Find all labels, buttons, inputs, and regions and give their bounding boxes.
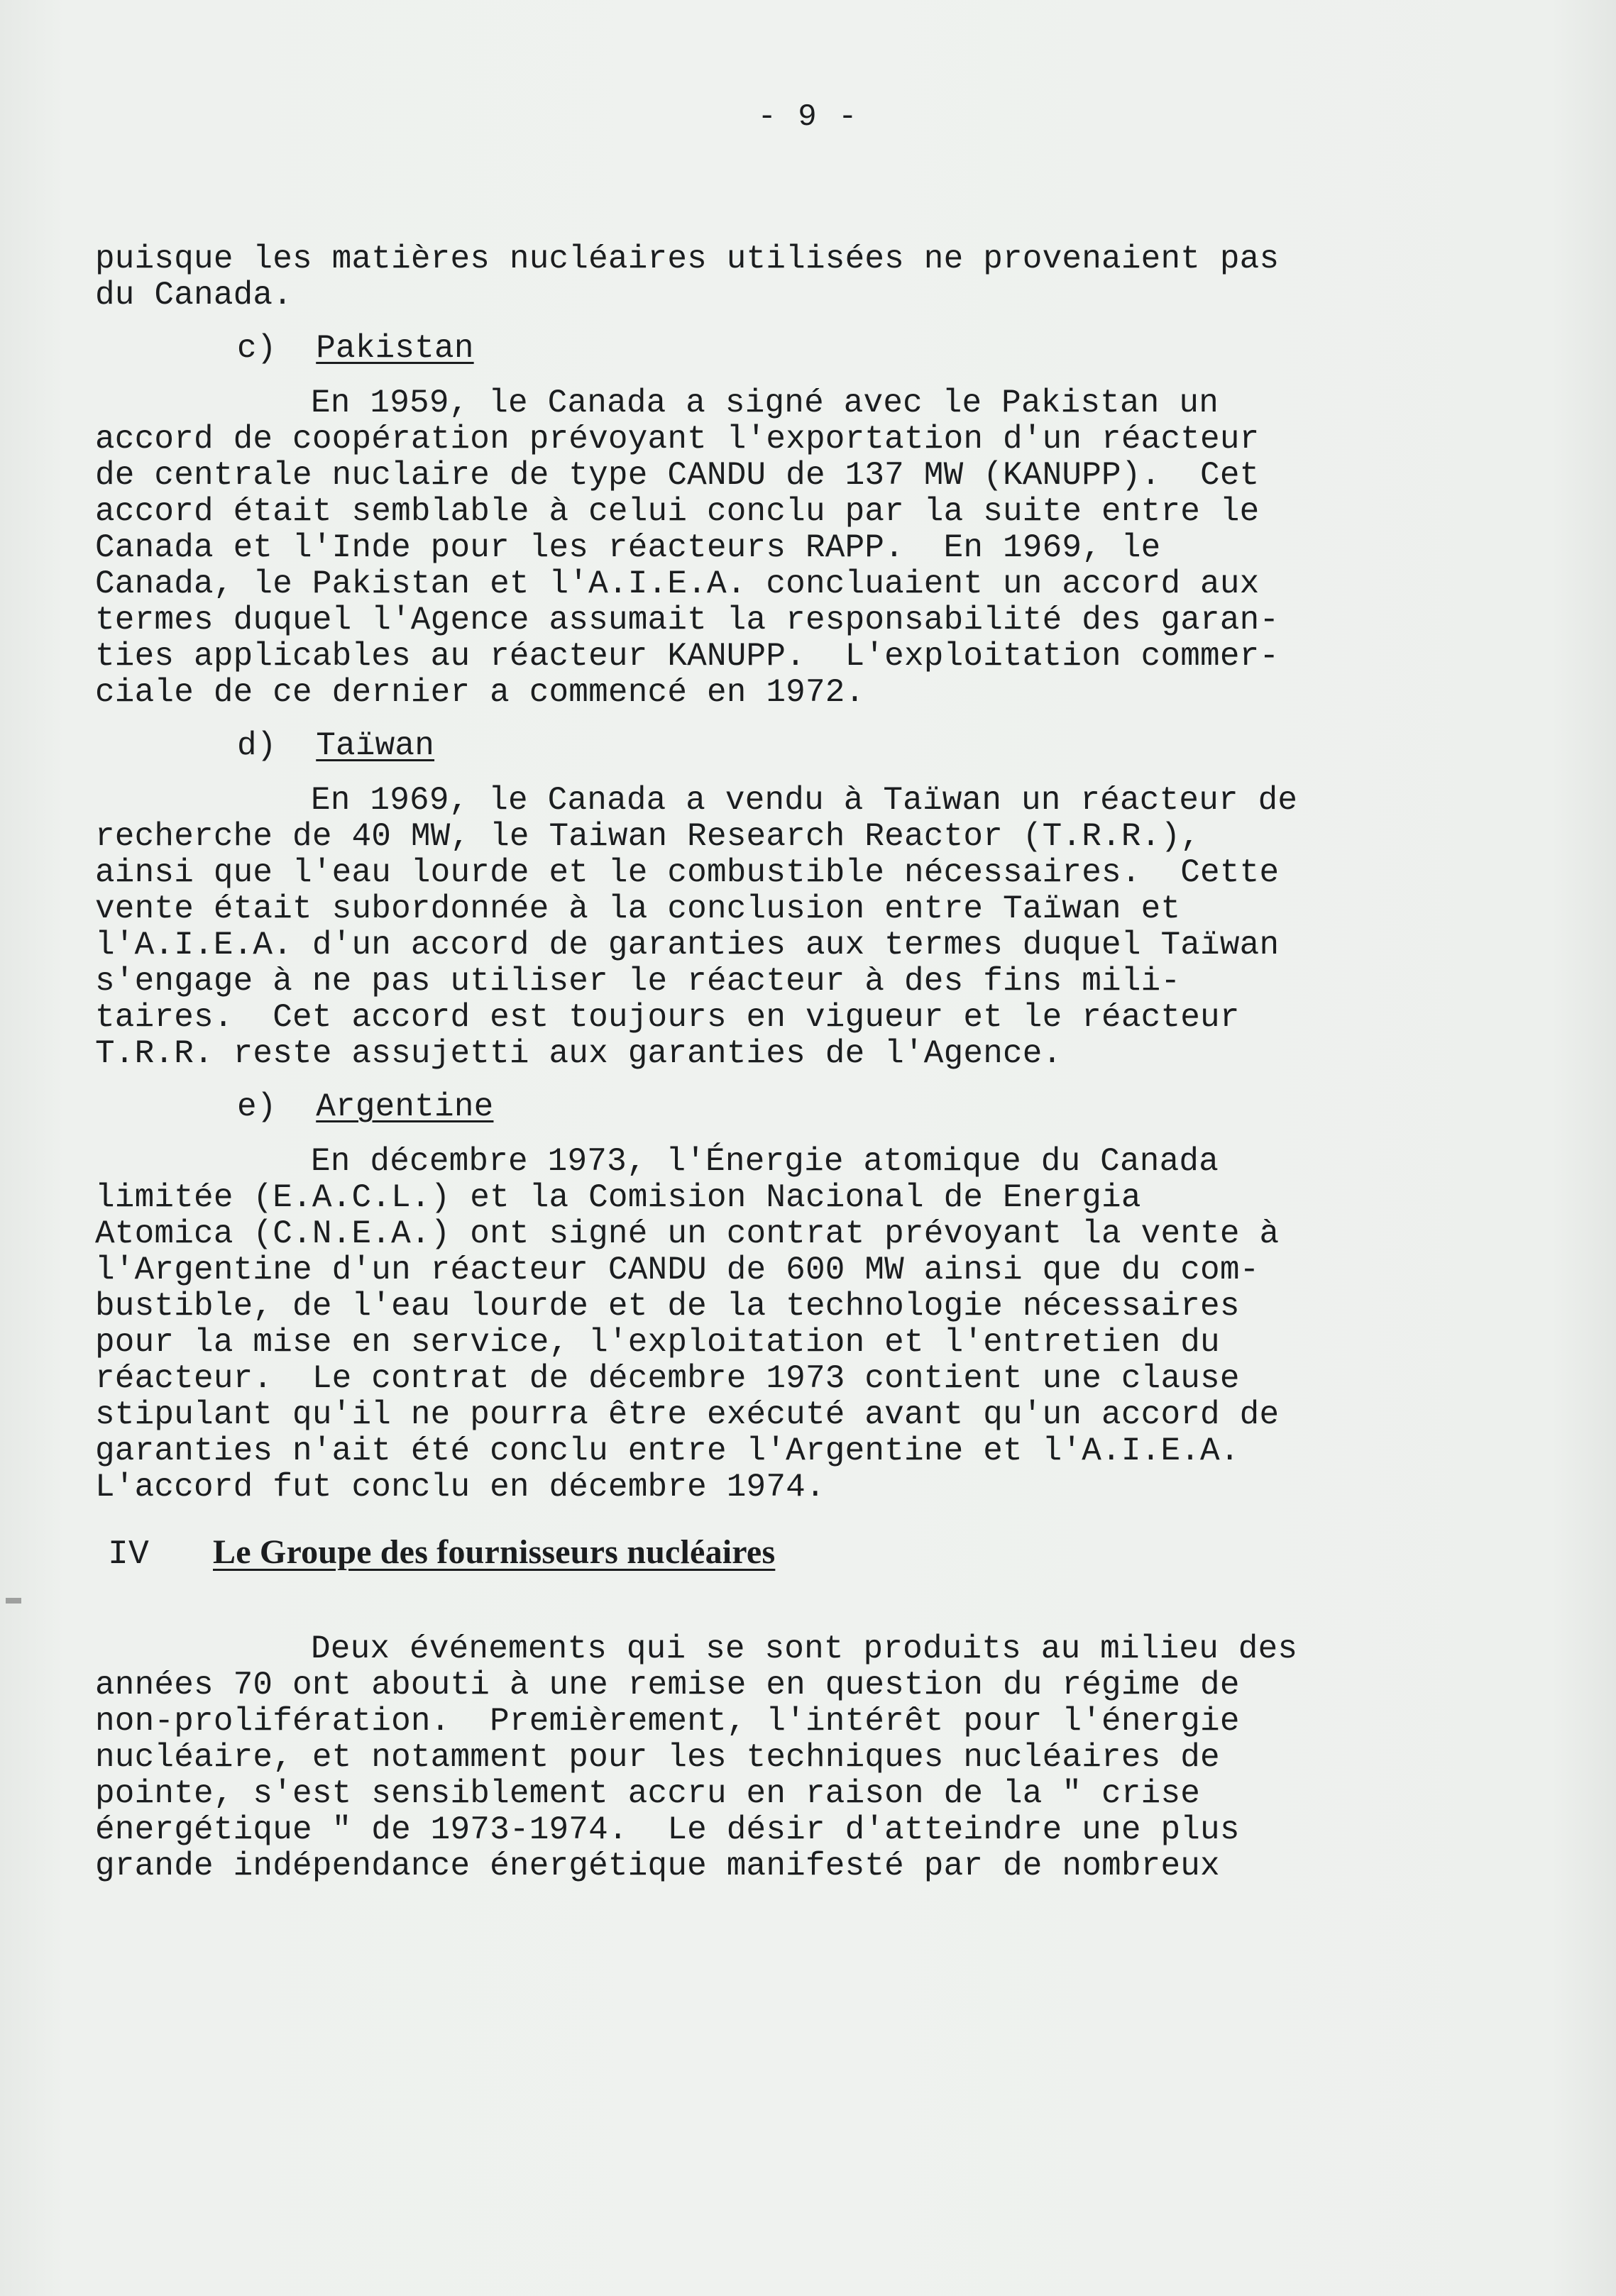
text-line: années 70 ont abouti à une remise en question du régime de — [95, 1667, 1240, 1704]
text-line: non-prolifération. Premièrement, l'intérêt pour l'énergie — [95, 1703, 1240, 1740]
page-body — [95, 241, 1394, 1884]
continuation-paragraph — [95, 241, 1394, 314]
text-line: énergétique " de 1973-1974. Le désir d'atteindre une plus — [95, 1811, 1240, 1848]
text-line: pointe, s'est sensiblement accru en raison de la " crise — [95, 1775, 1201, 1812]
text-line: L'accord fut conclu en décembre 1974. — [95, 1469, 825, 1506]
text-line: réacteur. Le contrat de décembre 1973 contient une clause — [95, 1360, 1240, 1397]
part-number: IV — [108, 1535, 150, 1574]
text-line: T.R.R. reste assujetti aux garanties de l'Agence. — [95, 1035, 1062, 1072]
text-line: de centrale nuclaire de type CANDU de 137 MW (KANUPP). Cet — [95, 457, 1260, 494]
section-pakistan — [95, 331, 1394, 711]
section-label: d) — [237, 727, 277, 764]
scan-mark — [6, 1598, 21, 1604]
text-line: En décembre 1973, l'Énergie atomique du Canada — [311, 1143, 1219, 1180]
text-line: ties applicables au réacteur KANUPP. L'exploitation commer- — [95, 638, 1280, 675]
text-line: bustible, de l'eau lourde et de la technologie nécessaires — [95, 1288, 1240, 1325]
text-line: nucléaire, et notamment pour les techniques nucléaires de — [95, 1739, 1220, 1776]
text-line: En 1959, le Canada a signé avec le Pakistan un — [311, 385, 1219, 421]
page-number: - 9 - — [757, 99, 859, 135]
text-line: accord de coopération prévoyant l'exportation d'un réacteur — [95, 421, 1260, 458]
text-line: pour la mise en service, l'exploitation et l'entretien du — [95, 1324, 1220, 1361]
text-line: stipulant qu'il ne pourra être exécuté avant qu'un accord de — [95, 1396, 1280, 1433]
text-line: puisque les matières nucléaires utilisées ne provenaient pas — [95, 241, 1280, 277]
text-line: recherche de 40 MW, le Taiwan Research Reactor (T.R.R.), — [95, 818, 1201, 855]
section-heading — [95, 728, 1394, 764]
text-line: Deux événements qui se sont produits au milieu des — [311, 1630, 1298, 1667]
text-line: grande indépendance énergétique manifesté par de nombreux — [95, 1848, 1220, 1884]
text-line: l'A.I.E.A. d'un accord de garanties aux termes duquel Taïwan — [95, 927, 1280, 964]
text-line: l'Argentine d'un réacteur CANDU de 600 MW ainsi que du com- — [95, 1252, 1260, 1288]
text-line: ciale de ce dernier a commencé en 1972. — [95, 674, 865, 711]
section-title: Pakistan — [316, 330, 474, 367]
part-title: Le Groupe des fournisseurs nucléaires — [213, 1533, 776, 1571]
text-line: Canada et l'Inde pour les réacteurs RAPP. En 1969, le — [95, 529, 1161, 566]
section-argentine — [95, 1089, 1394, 1506]
text-line: termes duquel l'Agence assumait la responsabilité des garan- — [95, 602, 1280, 639]
part-iv — [95, 1534, 1394, 1884]
part-heading — [95, 1533, 1394, 1574]
text-line: vente était subordonnée à la conclusion entre Taïwan et — [95, 890, 1181, 927]
text-line: s'engage à ne pas utiliser le réacteur à des fins mili- — [95, 963, 1181, 1000]
section-label: e) — [237, 1088, 277, 1125]
text-line: Canada, le Pakistan et l'A.I.E.A. concluaient un accord aux — [95, 565, 1260, 602]
text-line: limitée (E.A.C.L.) et la Comision Nacional de Energia — [95, 1179, 1141, 1216]
section-heading — [95, 331, 1394, 367]
text-line: Atomica (C.N.E.A.) ont signé un contrat prévoyant la vente à — [95, 1215, 1280, 1252]
section-title: Taïwan — [316, 727, 435, 764]
text-line: ainsi que l'eau lourde et le combustible nécessaires. Cette — [95, 854, 1280, 891]
text-line: du Canada. — [95, 277, 293, 314]
text-line: taires. Cet accord est toujours en vigueur et le réacteur — [95, 999, 1240, 1036]
section-heading — [95, 1089, 1394, 1125]
section-label: c) — [237, 330, 277, 367]
section-title: Argentine — [316, 1088, 494, 1125]
text-line: accord était semblable à celui conclu par la suite entre le — [95, 493, 1260, 530]
text-line: En 1969, le Canada a vendu à Taïwan un réacteur de — [311, 782, 1298, 819]
text-line: garanties n'ait été conclu entre l'Argentine et l'A.I.E.A. — [95, 1433, 1240, 1469]
section-taiwan — [95, 728, 1394, 1072]
